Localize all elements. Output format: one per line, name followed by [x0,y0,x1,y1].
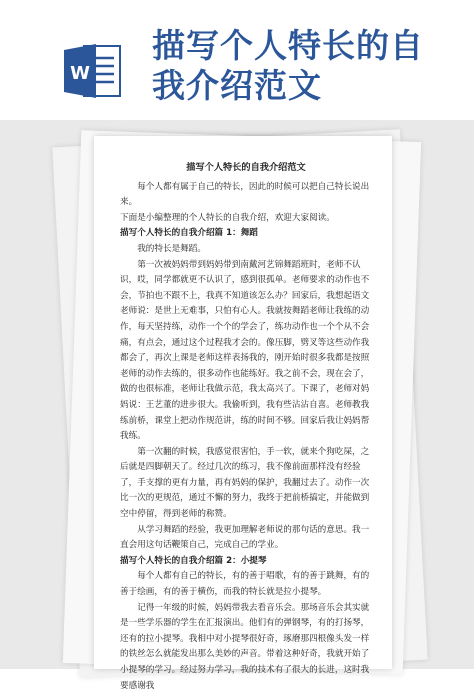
document-title: 描写个人特长的自我介绍范文 [186,162,306,173]
word-icon-letter: W [70,63,90,84]
paragraph: 每个人都有属于自己的特长，因此的时候可以把自己特长说出来。 [120,181,370,208]
paragraph: 我的特长是舞蹈。 [137,243,206,254]
section-heading: 描写个人特长的自我介绍篇 2：小提琴 [120,555,267,566]
paragraph: 下面是小编整理的个人特长的自我介绍，欢迎大家阅读。 [120,212,335,223]
paragraph: 第一次被妈妈带到妈妈带到南戴河艺锦舞蹈班时，老师不认识，哎，同学都就更不认识了，感到很孤单。老师要求的动作也不会，节拍也不跟不上，我真不知道该怎么办？回家后，我想起语文老师说：是世上无难事，只怕有心人。我就按舞蹈老师让我练的动作，每天坚持练，动作一个个的学会了，练功动作也一个个从不会痛，有点会，通过这个过程我才会的。像压脚，劈叉等这些动作我都会了，再次上课是老师这样表扬我的，刚开始时很多我都是按照老师的动作去练的，很多动作也能练好。我之前不会，现在会了，做的也很标准，老师让我做示范，我太高兴了。下课了，老师对妈妈说：王艺董的进步很大。我偷听到，我有些沾沾自喜。老师教我练前桥，课堂上把动作规范讲，练的时间不够。回家后我让妈妈帮我练。 [120,259,370,442]
page-title: 描写个人特长的自我介绍范文 [152,26,424,105]
paragraph: 每个人都有自己的特长，有的善于唱歌，有的善于跳舞，有的善于绘画，有的善于横伤，而我的特长就是拉小提琴。 [120,571,370,598]
document-body [120,160,372,694]
header-banner [0,0,474,120]
paragraph: 从学习舞蹈的经验，我更加理解老师说的那句话的意思。我一直会用这句话鞭策自己，完成自己的学业。 [120,524,370,551]
paragraph: 第一次翻的时候，我感觉很害怕，手一软，就来个狗吃屎，之后就是四脚朝天了。经过几次的练习，我不像前面那样没有经验了，手支撑的更有力量，再有妈妈的保护，我翻过去了。动作一次比一次的更规范，通过不懈的努力，我终于把前桥搞定，并能做到空中停留，得到老师的称赞。 [120,446,370,520]
section-heading: 描写个人特长的自我介绍篇 1：舞蹈 [120,228,258,239]
word-document-icon [62,40,124,102]
paragraph: 记得一年级的时候，妈妈带我去看音乐会。那场音乐会其实就是一些学乐器的学生在汇报演出。他们有的弹钢琴，有的打扬琴，还有的拉小提琴。我相中对小提琴很好奇，琢磨那四根像头发一样的铁丝怎么就能发出那么美妙的声音。带着这种好奇，我就开始了小提琴的学习。经过努力学习，我的技术有了很大的长进，这时我要感谢我 [120,602,370,691]
